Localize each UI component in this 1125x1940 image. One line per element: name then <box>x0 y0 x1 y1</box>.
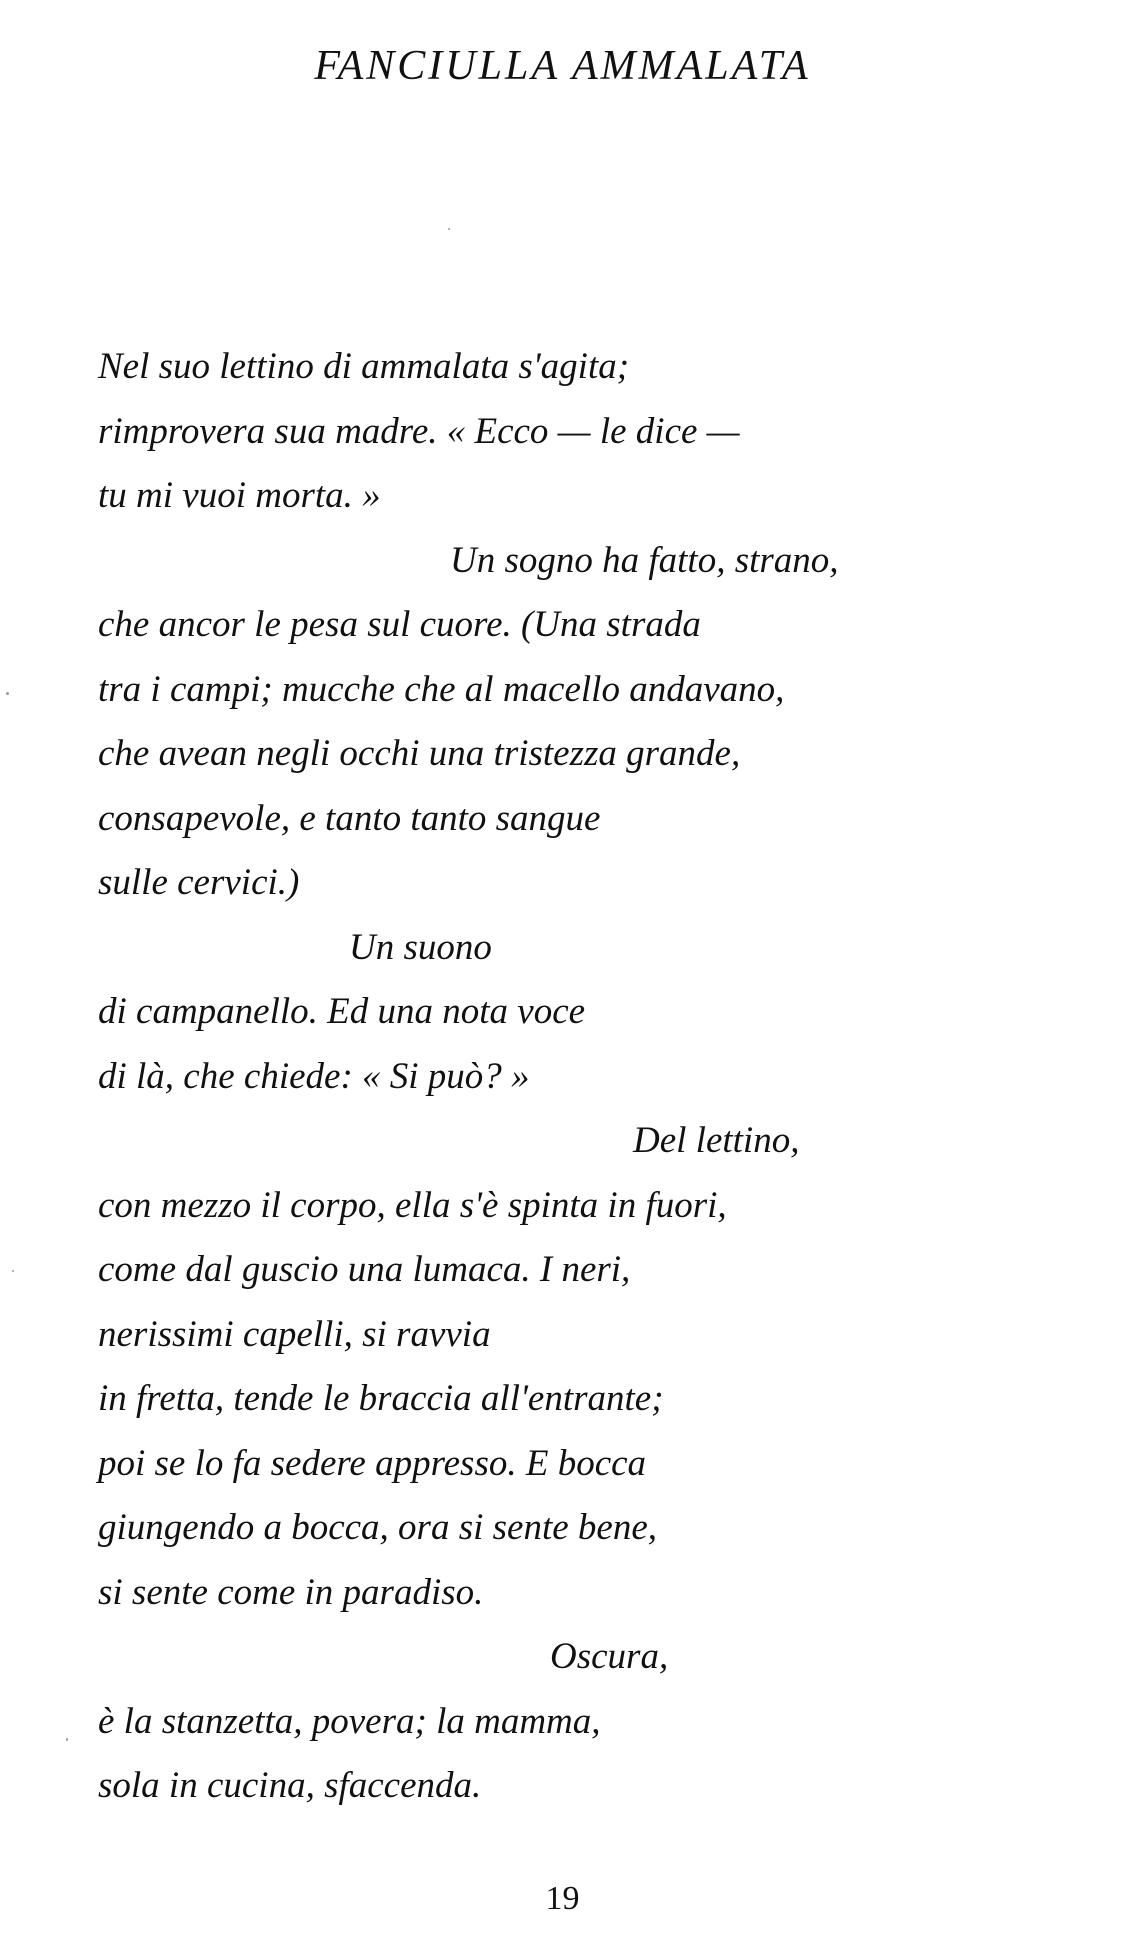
poem-line: Oscura, <box>550 1636 669 1677</box>
poem-line: consapevole, e tanto tanto sangue <box>98 797 601 839</box>
poem-line: come dal guscio una lumaca. I neri, <box>98 1249 631 1290</box>
poem-line: con mezzo il corpo, ella s'è spinta in fuori, <box>98 1184 727 1226</box>
poem-line: si sente come in paradiso. <box>98 1571 484 1613</box>
paper-speck <box>6 692 9 695</box>
poem-line: sola in cucina, sfaccenda. <box>98 1765 482 1806</box>
poem-line: Nel suo lettino di ammalata s'agita; <box>98 346 630 387</box>
poem-line: giungendo a bocca, ora si sente bene, <box>98 1507 657 1548</box>
poem-line: Un suono <box>349 926 492 968</box>
poem-line: che avean negli occhi una tristezza grande, <box>98 733 741 774</box>
paper-speck <box>66 1738 68 1741</box>
poem-line: rimprovera sua madre. « Ecco — le dice — <box>98 410 740 452</box>
poem-line: di campanello. Ed una nota voce <box>98 991 586 1032</box>
poem-line: in fretta, tende le braccia all'entrante; <box>98 1378 664 1419</box>
page-number: 19 <box>545 1880 580 1917</box>
poem-line: che ancor le pesa sul cuore. (Una strada <box>98 604 701 645</box>
paper-speck <box>448 228 450 230</box>
poem-line: Un sogno ha fatto, strano, <box>450 539 839 581</box>
poem-line: nerissimi capelli, si ravvia <box>98 1313 491 1355</box>
poem-line: è la stanzetta, povera; la mamma, <box>98 1700 601 1742</box>
paper-speck <box>12 1270 14 1272</box>
poem-title: FANCIULLA AMMALATA <box>314 43 811 89</box>
poem-body <box>98 335 998 1819</box>
poem-line: sulle cervici.) <box>98 862 300 903</box>
poem-line: tra i campi; mucche che al macello andavano, <box>98 668 785 710</box>
poem-line: tu mi vuoi morta. » <box>98 475 381 516</box>
poem-line: Del lettino, <box>633 1120 800 1161</box>
poem-line: di là, che chiede: « Si può? » <box>98 1055 530 1097</box>
poem-line: poi se lo fa sedere appresso. E bocca <box>98 1442 647 1484</box>
